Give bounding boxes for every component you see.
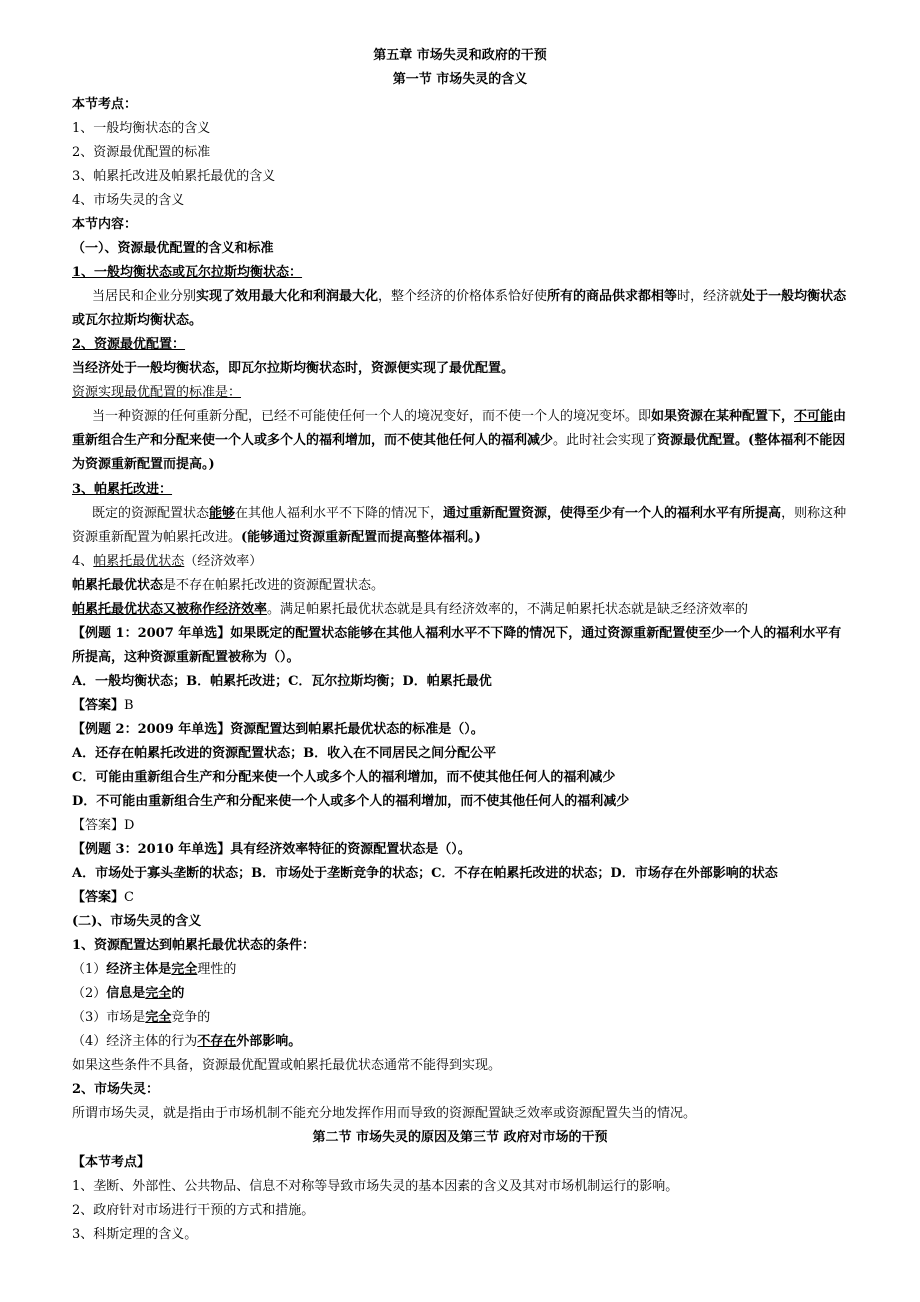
- part2-title: (二)、市场失灵的含义: [72, 914, 202, 929]
- section2-kaodian-item: 3、科斯定理的含义。: [72, 1227, 198, 1242]
- t: 不可能: [794, 409, 834, 424]
- t: 【答案】: [72, 818, 125, 833]
- market-failure-heading: 2、市场失灵：: [72, 1082, 160, 1097]
- example1-answer: [72, 697, 880, 715]
- p2-standard-text: 资源实现最优配置的标准是：: [72, 385, 242, 400]
- t: 由: [833, 409, 847, 424]
- t: （4）经济主体的行为: [72, 1034, 198, 1049]
- t: 实现了效用最大化和利润最大化: [196, 289, 379, 304]
- p3-heading-text: 3、帕累托改进：: [72, 482, 173, 497]
- t: ，整个经济的价格体系恰好使: [378, 289, 548, 304]
- t: 所有的商品供求都相等: [547, 289, 678, 304]
- t: 理性的: [197, 962, 237, 977]
- t: 帕累托最优状态又被称作经济效率: [72, 602, 268, 617]
- t: 当居民和企业分别: [92, 289, 197, 304]
- section2-kaodian-item: 2、政府针对市场进行干预的方式和措施。: [72, 1203, 315, 1218]
- example1-line2: 所提高，这种资源重新配置被称为（）。: [72, 650, 300, 665]
- t: 时，经济就: [677, 289, 743, 304]
- p3-line2: [72, 529, 880, 547]
- t: 资源最优配置: [657, 433, 736, 448]
- t: 不存在: [197, 1034, 237, 1049]
- t: 帕累托最优状态: [72, 578, 164, 593]
- t: 如果资源在某种配置下，: [651, 409, 795, 424]
- t: 竞争的: [171, 1010, 211, 1025]
- conditions-heading: 1、资源配置达到帕累托最优状态的条件：: [72, 938, 316, 953]
- section2-kaodian-label: 【本节考点】: [72, 1155, 151, 1170]
- t: 当一种资源的任何重新分配，已经不可能使任何一个人的境况变好，而不使一个人的境况变坏。即: [92, 409, 652, 424]
- kaodian-item: 4、市场失灵的含义: [72, 193, 185, 208]
- t: (能够通过资源重新配置而提高整体福利。): [241, 530, 481, 545]
- chapter-title: 第五章 市场失灵和政府的干预: [373, 48, 547, 63]
- p3-line1: [92, 505, 880, 523]
- p2-line2: [72, 432, 880, 450]
- p2-line3: 为资源重新配置而提高。): [72, 457, 215, 472]
- t: （3）市场是: [72, 1010, 146, 1025]
- t: 。此时社会实现了: [553, 433, 658, 448]
- example1-options: A．一般均衡状态；B．帕累托改进；C．瓦尔拉斯均衡；D．帕累托最优: [72, 674, 492, 689]
- condition-2: [72, 985, 880, 1003]
- t: 完全: [171, 962, 198, 977]
- condition-4: [72, 1033, 880, 1051]
- t: 处于一般均衡状态: [742, 289, 847, 304]
- p2-line1: [92, 408, 880, 426]
- t: 重新组合生产和分配来使一个人或多个人的福利增加，而不使其他任何人的福利减少: [72, 433, 554, 448]
- t: 资源重新配置为帕累托改进。: [72, 530, 242, 545]
- p1-heading: [72, 264, 880, 282]
- p4-line1: [72, 577, 880, 595]
- t: 的: [171, 986, 185, 1001]
- example2-question: 【例题 2：2009 年单选】资源配置达到帕累托最优状态的标准是（）。: [72, 722, 484, 737]
- t: D: [124, 818, 135, 833]
- p2-text: 当经济处于一般均衡状态，即瓦尔拉斯均衡状态时，资源便实现了最优配置。: [72, 361, 515, 376]
- t: 【答案】: [72, 698, 125, 713]
- example2-option-c: C．可能由重新组合生产和分配来使一个人或多个人的福利增加，而不使其他任何人的福利减少: [72, 770, 616, 785]
- t: 既定的资源配置状态: [92, 506, 210, 521]
- t: 信息是: [106, 986, 146, 1001]
- section2-title: 第二节 市场失灵的原因及第三节 政府对市场的干预: [312, 1130, 608, 1145]
- t: 通过重新配置资源，使得至少有一个人的福利水平有所提高: [443, 506, 782, 521]
- t: 帕累托最优状态: [93, 554, 185, 569]
- conditions-note: 如果这些条件不具备，资源最优配置或帕累托最优状态通常不能得到实现。: [72, 1058, 502, 1073]
- t: 外部影响。: [236, 1034, 302, 1049]
- p4-line2: [72, 601, 880, 619]
- condition-3: [72, 1009, 880, 1027]
- p4-heading: [72, 553, 880, 571]
- kaodian-item: 3、帕累托改进及帕累托最优的含义: [72, 169, 276, 184]
- example3-options: A．市场处于寡头垄断的状态；B．市场处于垄断竞争的状态；C．不存在帕累托改进的状态；D．市场存在外部影响的状态: [72, 866, 778, 881]
- p1-line2: 或瓦尔拉斯均衡状态。: [72, 313, 203, 328]
- section1-title: 第一节 市场失灵的含义: [392, 72, 528, 87]
- section2-kaodian-item: 1、垄断、外部性、公共物品、信息不对称等导致市场失灵的基本因素的含义及其对市场机制运行的影响。: [72, 1179, 679, 1194]
- t: 经济主体是: [106, 962, 172, 977]
- condition-1: [72, 961, 880, 979]
- t: 。(整体福利不能因: [735, 433, 846, 448]
- p1-line1: [92, 288, 880, 306]
- example2-options-ab: A．还存在帕累托改进的资源配置状态；B．收入在不同居民之间分配公平: [72, 746, 497, 761]
- t: （2）: [72, 986, 107, 1001]
- t: 4、: [72, 554, 94, 569]
- neirong-label: 本节内容：: [72, 217, 138, 232]
- example1-line1: 【例题 1：2007 年单选】如果既定的配置状态能够在其他人福利水平不下降的情况下，通过资源重新配置使至少一个人的福利水平有: [72, 626, 842, 641]
- t: ，则称这种: [781, 506, 847, 521]
- kaodian-item: 1、一般均衡状态的含义: [72, 121, 211, 136]
- t: 能够: [209, 506, 236, 521]
- kaodian-item: 2、资源最优配置的标准: [72, 145, 211, 160]
- p1-heading-text: 1、一般均衡状态或瓦尔拉斯均衡状态：: [72, 265, 303, 280]
- example2-option-d: D．不可能由重新组合生产和分配来使一个人或多个人的福利增加，而不使其他任何人的福利减少: [72, 794, 630, 809]
- t: 【答案】: [72, 890, 125, 905]
- t: C: [124, 890, 134, 905]
- t: 在其他人福利水平不下降的情况下，: [235, 506, 444, 521]
- kaodian-label: 本节考点：: [72, 97, 138, 112]
- market-failure-text: 所谓市场失灵，就是指由于市场机制不能充分地发挥作用而导致的资源配置缺乏效率或资源配置失当的情况。: [72, 1106, 697, 1121]
- example3-answer: [72, 889, 880, 907]
- t: 。满足帕累托最优状态就是具有经济效率的，不满足帕累托状态就是缺乏经济效率的: [267, 602, 749, 617]
- p2-standard: [72, 384, 880, 402]
- p2-heading-text: 2、资源最优配置：: [72, 337, 186, 352]
- t: 是不存在帕累托改进的资源配置状态。: [163, 578, 385, 593]
- t: （经济效率）: [184, 554, 263, 569]
- example3-question: 【例题 3：2010 年单选】具有经济效率特征的资源配置状态是（）。: [72, 842, 471, 857]
- t: B: [124, 698, 134, 713]
- t: 完全: [145, 1010, 172, 1025]
- p3-heading: [72, 481, 880, 499]
- example2-answer: [72, 817, 880, 835]
- p2-heading: [72, 336, 880, 354]
- part1-title: （一）、资源最优配置的含义和标准: [72, 241, 274, 256]
- t: 完全: [145, 986, 172, 1001]
- t: （1）: [72, 962, 107, 977]
